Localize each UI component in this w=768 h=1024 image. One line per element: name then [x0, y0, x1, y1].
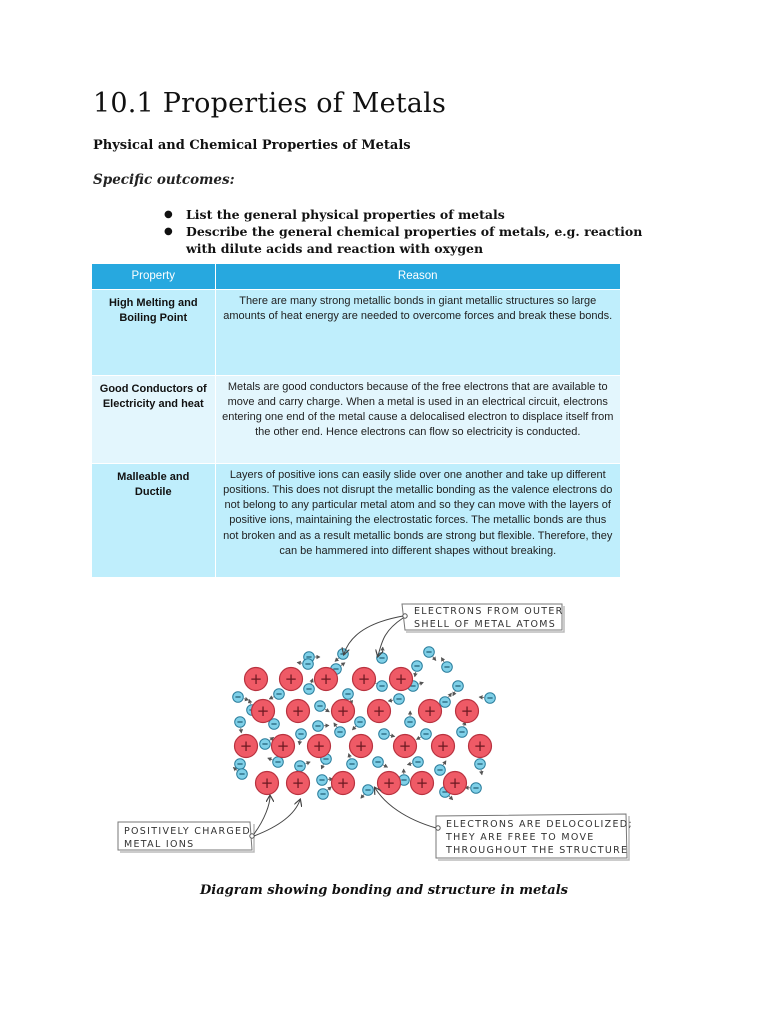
- svg-text:+: +: [291, 702, 305, 720]
- outcomes-list: [160, 206, 660, 257]
- svg-text:+: +: [312, 737, 326, 755]
- svg-text:+: +: [284, 670, 298, 688]
- table-row: [92, 463, 621, 577]
- svg-text:+: +: [336, 702, 350, 720]
- electron: [377, 681, 388, 692]
- svg-text:+: +: [249, 670, 263, 688]
- outcome-item: ● Describe the general chemical properties of metals, e.g. reaction with dilute acids and reaction with oxygen: [164, 224, 643, 256]
- svg-text:+: +: [336, 774, 350, 792]
- electron: [355, 717, 366, 728]
- electron: [338, 649, 349, 660]
- metal-ion: [368, 700, 391, 723]
- metal-ion: [378, 772, 401, 795]
- label-delocalized-line2: THEY ARE FREE TO MOVE: [446, 832, 595, 843]
- svg-text:+: +: [415, 774, 429, 792]
- properties-table: [92, 264, 621, 577]
- electron: [440, 697, 451, 708]
- label-electrons-outer-line2: SHELL OF METAL ATOMS: [414, 619, 557, 630]
- metal-ion: [411, 772, 434, 795]
- svg-text:+: +: [256, 702, 270, 720]
- electron: [315, 701, 326, 712]
- svg-text:+: +: [460, 702, 474, 720]
- outcome-item: ● List the general physical properties of metals: [164, 207, 505, 222]
- svg-text:+: +: [382, 774, 396, 792]
- electron: [435, 765, 446, 776]
- metal-ion: [245, 668, 268, 691]
- electron: [273, 757, 284, 768]
- metal-ion: [280, 668, 303, 691]
- svg-text:+: +: [394, 670, 408, 688]
- svg-text:+: +: [291, 774, 305, 792]
- electron: [421, 729, 432, 740]
- metal-ion: [308, 735, 331, 758]
- svg-text:+: +: [260, 774, 274, 792]
- bullet-icon: ●: [164, 209, 173, 220]
- electron: [296, 729, 307, 740]
- header-reason: Reason: [215, 264, 621, 289]
- metal-ion: [444, 772, 467, 795]
- header-property: Property: [92, 264, 215, 289]
- reason-cell: Layers of positive ions can easily slide over one another and take up different positions. This does not disrupt the metallic bonding as the valence electrons do not belong to any particular metal atom and so they can move with the layers of positive ions, maintaining the electrostatic forces. The metallic bonds are thus not broken and as a result metallic bonds are strong but flexible. Therefore, they can be hammered into different shapes without breaking.: [215, 463, 621, 577]
- diagram-caption: Diagram showing bonding and structure in metals: [200, 883, 568, 898]
- label-delocalized-line1: ELECTRONS ARE DELOCOLIZED;: [446, 819, 633, 830]
- svg-text:+: +: [473, 737, 487, 755]
- electron: [412, 661, 423, 672]
- metal-ion: [235, 735, 258, 758]
- svg-text:+: +: [354, 737, 368, 755]
- metal-ion: [419, 700, 442, 723]
- electron: [379, 729, 390, 740]
- electron: [475, 759, 486, 770]
- label-ions-line1: POSITIVELY CHARGED: [124, 826, 251, 837]
- electron: [343, 689, 354, 700]
- electron: [442, 662, 453, 673]
- reason-cell: Metals are good conductors because of the free electrons that are available to move and carry charge. When a metal is used in an electrical circuit, electrons entering one end of the metal cause a delocalised electron to displace itself from the other end. Hence electrons can flow so electricity is conducted.: [215, 375, 621, 463]
- table-row: [92, 375, 621, 463]
- metal-ion: [252, 700, 275, 723]
- reason-cell: There are many strong metallic bonds in giant metallic structures so large amounts of heat energy are needed to overcome forces and break these bonds.: [215, 289, 621, 375]
- bullet-icon: ●: [164, 226, 173, 237]
- electron: [405, 717, 416, 728]
- metal-ion: [456, 700, 479, 723]
- metal-ion: [272, 735, 295, 758]
- electron: [317, 775, 328, 786]
- electron: [485, 693, 496, 704]
- electron: [347, 759, 358, 770]
- svg-text:+: +: [372, 702, 386, 720]
- metal-ion: [469, 735, 492, 758]
- electron: [274, 689, 285, 700]
- table-row: [92, 289, 621, 375]
- electron: [235, 717, 246, 728]
- electron: [424, 647, 435, 658]
- property-cell: Good Conductors of Electricity and heat: [92, 375, 215, 463]
- metal-ion: [287, 772, 310, 795]
- page-title: 10.1 Properties of Metals: [93, 88, 446, 119]
- property-cell: Malleable and Ductile: [92, 463, 215, 577]
- svg-text:+: +: [239, 737, 253, 755]
- metal-ion: [353, 668, 376, 691]
- svg-text:+: +: [276, 737, 290, 755]
- electron: [295, 761, 306, 772]
- electron: [233, 692, 244, 703]
- label-metal-ions: [118, 822, 254, 852]
- electron: [471, 783, 482, 794]
- electron: [394, 694, 405, 705]
- svg-text:+: +: [357, 670, 371, 688]
- electron: [318, 789, 329, 800]
- electron: [260, 739, 271, 750]
- metal-ion: [390, 668, 413, 691]
- electron: [457, 727, 468, 738]
- metal-ion: [332, 700, 355, 723]
- metal-ion: [394, 735, 417, 758]
- metal-ion: [315, 668, 338, 691]
- outcomes-label: Specific outcomes:: [93, 172, 235, 188]
- metal-ion: [350, 735, 373, 758]
- metal-ion: [432, 735, 455, 758]
- label-electrons-outer: [402, 604, 564, 632]
- section-subtitle: Physical and Chemical Properties of Metals: [93, 138, 411, 153]
- electron: [363, 785, 374, 796]
- electron: [373, 757, 384, 768]
- svg-text:+: +: [423, 702, 437, 720]
- electron: [304, 684, 315, 695]
- label-delocalized: [436, 814, 633, 860]
- label-ions-line2: METAL IONS: [124, 839, 195, 850]
- metallic-bonding-diagram: [100, 594, 640, 870]
- electron: [335, 727, 346, 738]
- metal-ion: [332, 772, 355, 795]
- property-cell: High Melting and Boiling Point: [92, 289, 215, 375]
- electron: [235, 759, 246, 770]
- electron: [303, 659, 314, 670]
- label-delocalized-line3: THROUGHOUT THE STRUCTURE: [446, 845, 629, 856]
- metal-ion: [256, 772, 279, 795]
- table-header-row: [92, 264, 621, 289]
- metal-ion: [287, 700, 310, 723]
- svg-text:+: +: [319, 670, 333, 688]
- electron: [237, 769, 248, 780]
- label-electrons-outer-line1: ELECTRONS FROM OUTER: [414, 606, 564, 617]
- electron: [413, 757, 424, 768]
- svg-text:+: +: [398, 737, 412, 755]
- electron: [453, 681, 464, 692]
- svg-text:+: +: [448, 774, 462, 792]
- svg-text:+: +: [436, 737, 450, 755]
- electron: [313, 721, 324, 732]
